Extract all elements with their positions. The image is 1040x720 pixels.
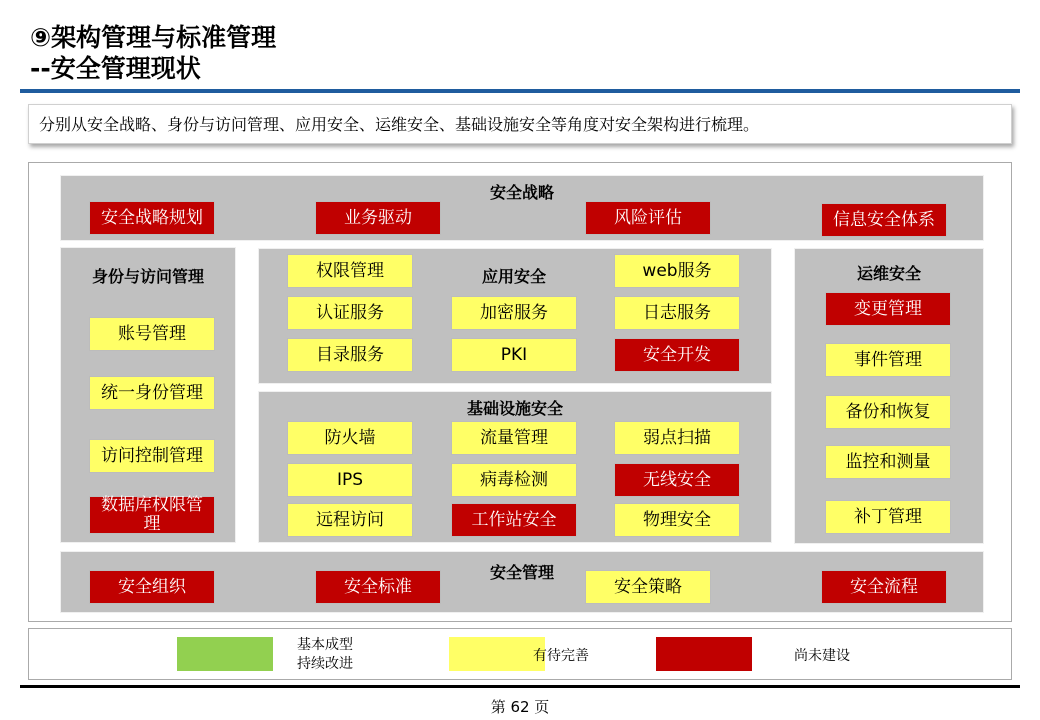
tag-security-process: 安全流程	[821, 570, 947, 604]
tag-unified-identity: 统一身份管理	[89, 376, 215, 410]
tag-virus-detection: 病毒检测	[451, 463, 577, 497]
tag-workstation-security: 工作站安全	[451, 503, 577, 537]
footer-divider	[20, 685, 1020, 688]
application-title: 应用安全	[481, 267, 546, 286]
tag-security-policy: 安全策略	[585, 570, 711, 604]
legend-red-swatch	[656, 637, 752, 671]
legend-yellow-swatch	[449, 637, 545, 671]
tag-physical-security: 物理安全	[614, 503, 740, 537]
tag-directory-service: 目录服务	[287, 338, 413, 372]
page-title-line1: ⑨架构管理与标准管理	[30, 23, 277, 52]
legend-green-label-line1: 基本成型	[297, 637, 353, 653]
tag-change-management: 变更管理	[825, 292, 951, 326]
tag-security-organization: 安全组织	[89, 570, 215, 604]
tag-secure-development: 安全开发	[614, 338, 740, 372]
tag-database-permission: 数据库权限管理	[89, 496, 215, 534]
tag-wireless-security: 无线安全	[614, 463, 740, 497]
legend-green-label	[297, 636, 353, 674]
page-number: 第 62 页	[490, 698, 550, 716]
tag-web-service: web服务	[614, 254, 740, 288]
tag-infosec-system: 信息安全体系	[821, 203, 947, 237]
title-divider	[20, 89, 1020, 93]
legend-green-label-line2: 持续改进	[297, 656, 353, 672]
operations-title: 运维安全	[856, 264, 921, 283]
tag-ips: IPS	[287, 463, 413, 497]
tag-auth-service: 认证服务	[287, 296, 413, 330]
strategy-title: 安全战略	[489, 183, 554, 202]
tag-incident-management: 事件管理	[825, 343, 951, 377]
tag-monitoring-measurement: 监控和测量	[825, 445, 951, 479]
tag-business-driven: 业务驱动	[315, 201, 441, 235]
tag-encryption-service: 加密服务	[451, 296, 577, 330]
tag-risk-assessment: 风险评估	[585, 201, 711, 235]
legend-yellow-label: 有待完善	[533, 648, 589, 664]
tag-security-standard: 安全标准	[315, 570, 441, 604]
infrastructure-title: 基础设施安全	[466, 399, 563, 418]
management-title: 安全管理	[489, 563, 554, 582]
tag-backup-recovery: 备份和恢复	[825, 395, 951, 429]
tag-firewall: 防火墙	[287, 421, 413, 455]
tag-pki: PKI	[451, 338, 577, 372]
tag-strategy-planning: 安全战略规划	[89, 201, 215, 235]
tag-account-management: 账号管理	[89, 317, 215, 351]
tag-remote-access: 远程访问	[287, 503, 413, 537]
tag-permission-management: 权限管理	[287, 254, 413, 288]
tag-log-service: 日志服务	[614, 296, 740, 330]
page-title-line2: --安全管理现状	[30, 54, 201, 83]
tag-patch-management: 补丁管理	[825, 500, 951, 534]
tag-access-control: 访问控制管理	[89, 439, 215, 473]
tag-traffic-management: 流量管理	[451, 421, 577, 455]
identity-title: 身份与访问管理	[91, 267, 204, 286]
page-title	[30, 22, 276, 84]
intro-text: 分别从安全战略、身份与访问管理、应用安全、运维安全、基础设施安全等角度对安全架构进行梳理。	[28, 104, 1012, 144]
legend-green-swatch	[177, 637, 273, 671]
legend-red-label: 尚未建设	[794, 648, 850, 664]
tag-vulnerability-scan: 弱点扫描	[614, 421, 740, 455]
